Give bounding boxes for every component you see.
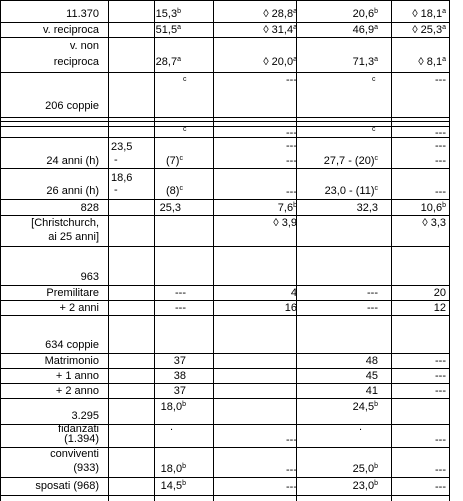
- row-divider: [0, 37, 450, 38]
- cell-value: ◊ 20,0$^a$: [263, 56, 297, 68]
- cell-value: ---: [286, 481, 297, 493]
- row-label: Matrimonio: [44, 355, 99, 367]
- row-label: + 1 anno: [55, 370, 99, 382]
- cell-value: ---: [286, 434, 297, 446]
- row-label: 634 coppie: [45, 339, 99, 351]
- footnote-mark: c: [372, 76, 376, 83]
- cell-value: ---: [286, 74, 297, 86]
- row-divider: [0, 121, 450, 122]
- row-divider: [0, 398, 450, 399]
- cell-value: ◊ 8,1$^a$: [418, 56, 446, 68]
- row-label: 11.370: [66, 8, 99, 20]
- cell-value: 18,0$^b$: [160, 463, 186, 475]
- cell-value: ---: [286, 155, 297, 167]
- cell-value: 14,5$^b$: [160, 480, 186, 492]
- cell-value: ---: [435, 155, 446, 167]
- row-divider: [0, 72, 450, 73]
- row-label: (1.394): [64, 433, 99, 445]
- cell-value: ◊ 18,1$^a$: [412, 8, 446, 20]
- cell-value: ---: [435, 355, 446, 367]
- column-divider: [213, 0, 214, 501]
- cell-value: ---: [286, 140, 297, 152]
- row-label: v. non: [69, 40, 99, 52]
- cell-value: ---: [435, 370, 446, 382]
- cell-value: -: [114, 184, 118, 196]
- cell-value: 48: [365, 355, 378, 367]
- row-label: fidanzati: [58, 423, 99, 435]
- cell-value: 71,3$^a$: [352, 56, 378, 68]
- row-divider: [0, 315, 450, 316]
- column-divider: [391, 0, 392, 501]
- footnote-mark: c: [372, 126, 376, 133]
- cell-value: 25,3: [159, 202, 181, 214]
- footnote-mark: c: [183, 126, 187, 133]
- row-label: 26 anni (h): [46, 185, 99, 197]
- cell-value: ---: [286, 464, 297, 476]
- cell-value: 20,6$^b$: [352, 8, 378, 20]
- cell-value: 23,0$^b$: [352, 480, 378, 492]
- cell-value: ◊ 31,4$^a$: [263, 24, 297, 36]
- cell-value: $(7)^c$: [166, 155, 183, 167]
- cell-value: ---: [435, 481, 446, 493]
- row-divider: [0, 117, 450, 118]
- cell-value: ---: [435, 464, 446, 476]
- table-border-right: [449, 0, 450, 501]
- cell-value: 12: [433, 302, 446, 314]
- cell-value: 7,6$^b$: [277, 202, 297, 214]
- cell-value: .: [359, 421, 363, 433]
- cell-value: .: [170, 421, 174, 433]
- cell-value: $23,0 - (11)^c$: [324, 185, 378, 197]
- row-label: 828: [80, 202, 99, 214]
- cell-value: 38: [173, 370, 186, 382]
- row-label: reciproca: [53, 56, 99, 68]
- row-divider: [0, 168, 450, 169]
- row-divider: [0, 477, 450, 478]
- column-divider: [108, 0, 109, 501]
- row-label: sposati (968): [35, 480, 99, 492]
- cell-value: 23,5: [111, 141, 133, 153]
- cell-value: ◊ 25,3$^a$: [412, 24, 446, 36]
- cell-value: ---: [367, 302, 378, 314]
- cell-value: 20: [433, 287, 446, 299]
- row-label: 963: [80, 271, 99, 283]
- row-divider: [0, 383, 450, 384]
- row-label: 3.295: [71, 410, 99, 422]
- row-label: [Christchurch,: [31, 217, 99, 229]
- cell-value: ---: [367, 287, 378, 299]
- cell-value: ---: [435, 140, 446, 152]
- cell-value: 18,6: [111, 172, 133, 184]
- row-label: + 2 anni: [59, 302, 99, 314]
- cell-value: ◊ 28,8$^a$: [263, 8, 297, 20]
- cell-value: ---: [435, 186, 446, 198]
- row-divider: [0, 0, 450, 1]
- cell-value: 37: [173, 355, 186, 367]
- row-label: ai 25 anni]: [48, 231, 99, 243]
- column-divider: [154, 0, 155, 501]
- cell-value: 10,6$^b$: [420, 202, 446, 214]
- cell-value: -: [114, 154, 118, 166]
- row-divider: [0, 368, 450, 369]
- cell-value: ---: [286, 127, 297, 139]
- row-label: + 2 anno: [55, 385, 99, 397]
- row-divider: [0, 199, 450, 200]
- cell-value: 24,5$^b$: [352, 401, 378, 413]
- cell-value: 41: [365, 385, 378, 397]
- row-label: Premilitare: [46, 287, 99, 299]
- cell-value: ---: [435, 127, 446, 139]
- cell-value: 46,9$^a$: [352, 24, 378, 36]
- cell-value: 25,0$^b$: [352, 463, 378, 475]
- cell-value: 32,3: [356, 202, 378, 214]
- footnote-mark: c: [183, 76, 187, 83]
- row-label: 24 anni (h): [46, 155, 99, 167]
- row-label: (933): [73, 462, 99, 474]
- row-divider: [0, 246, 450, 247]
- cell-value: 4: [290, 287, 297, 299]
- row-label: conviventi: [50, 448, 99, 460]
- cell-value: 45: [365, 370, 378, 382]
- cell-value: ---: [435, 74, 446, 86]
- table-border-bottom: [0, 495, 450, 496]
- cell-value: ---: [435, 434, 446, 446]
- row-divider: [0, 353, 450, 354]
- cell-value: ---: [175, 302, 186, 314]
- cell-value: 28,7$^a$: [155, 56, 181, 68]
- cell-value: ---: [175, 287, 186, 299]
- cell-value: ◊ 3,3: [422, 217, 446, 229]
- row-divider: [0, 285, 450, 286]
- cell-value: ---: [435, 385, 446, 397]
- cell-value: 18,0$^b$: [160, 401, 186, 413]
- row-label: 206 coppie: [45, 100, 99, 112]
- cell-value: ◊ 3,9: [273, 217, 297, 229]
- cell-value: ---: [286, 186, 297, 198]
- row-divider: [0, 215, 450, 216]
- row-divider: [0, 22, 450, 23]
- row-label: v. reciproca: [42, 24, 99, 36]
- cell-value: 15,3$^b$: [155, 8, 181, 20]
- row-divider: [0, 300, 450, 301]
- cell-value: $27,7 - (20)^c$: [323, 155, 378, 167]
- cell-value: 37: [173, 385, 186, 397]
- cell-value: 16: [284, 302, 297, 314]
- cell-value: 51,5$^a$: [155, 24, 181, 36]
- cell-value: $(8)^c$: [166, 185, 183, 197]
